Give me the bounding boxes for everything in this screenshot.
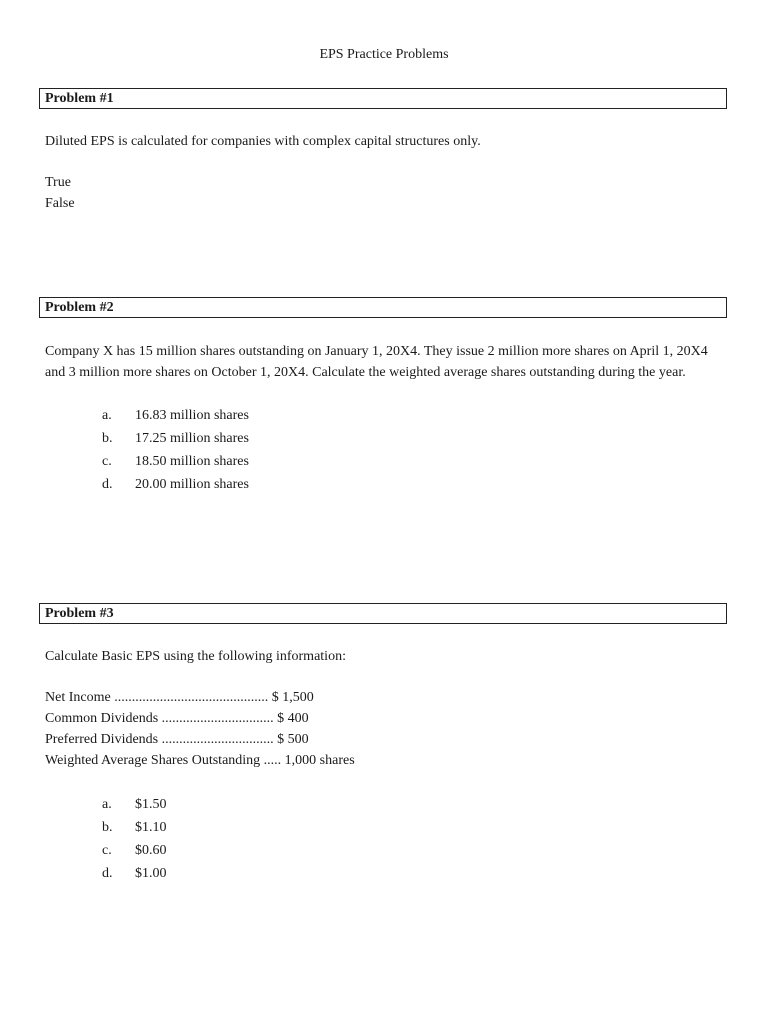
choice-text: $1.10 [135,820,167,835]
choice-letter: d. [102,866,113,881]
choice-text: 16.83 million shares [135,408,249,423]
problem-2-header: Problem #2 [39,297,727,318]
choice-text: 17.25 million shares [135,431,249,446]
problem-3-question: Calculate Basic EPS using the following information: [45,649,346,664]
info-weighted-shares: Weighted Average Shares Outstanding ..... 1,000 shares [45,753,355,768]
choice-letter: b. [102,820,113,835]
info-preferred-dividends: Preferred Dividends ................................ $ 500 [45,732,309,747]
problem-1-option-false[interactable]: False [45,196,75,211]
problem-1-header: Problem #1 [39,88,727,109]
page-title: EPS Practice Problems [319,47,449,62]
info-net-income: Net Income ............................................ $ 1,500 [45,690,314,705]
choice-letter: c. [102,843,112,858]
choice-text: $1.00 [135,866,167,881]
choice-text: $1.50 [135,797,167,812]
choice-text: 20.00 million shares [135,477,249,492]
problem-2-question: Company X has 15 million shares outstanding on January 1, 20X4. They issue 2 million more shares on April 1, 20X4 and 3 million more shares on October 1, 20X4. Calculate the weighted average shares outstanding during the year. [45,344,708,380]
info-common-dividends: Common Dividends ................................ $ 400 [45,711,309,726]
choice-letter: a. [102,797,112,812]
problem-3-header: Problem #3 [39,603,727,624]
problem-1-question: Diluted EPS is calculated for companies with complex capital structures only. [45,134,481,149]
choice-letter: b. [102,431,113,446]
choice-letter: a. [102,408,112,423]
choice-text: 18.50 million shares [135,454,249,469]
choice-letter: c. [102,454,112,469]
problem-1-option-true[interactable]: True [45,175,71,190]
choice-text: $0.60 [135,843,167,858]
choice-letter: d. [102,477,113,492]
